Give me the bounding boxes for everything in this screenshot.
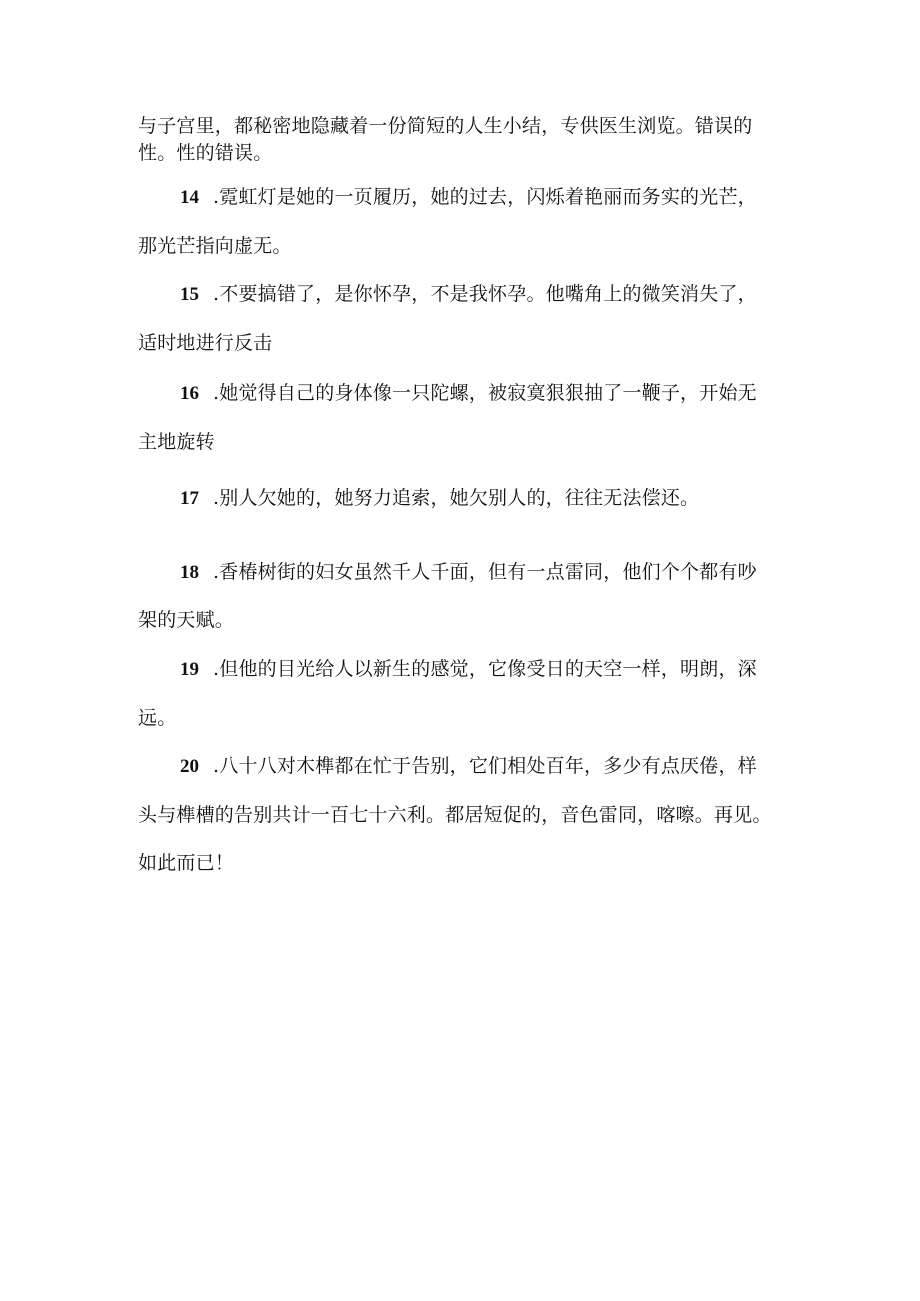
paragraph-text: .不要搞错了，是你怀孕，不是我怀孕。他嘴角上的微笑消失了， bbox=[213, 283, 757, 305]
numbered-paragraph-first-line bbox=[180, 560, 840, 585]
paragraph-line: 主地旋转 bbox=[138, 431, 215, 453]
paragraph-line: 适时地进行反击 bbox=[138, 332, 273, 354]
paragraph-line: 头与榫槽的告别共计一百七十六利。都居短促的，音色雷同，喀嚓。再见。 bbox=[138, 804, 772, 826]
paragraph-number: 16 bbox=[180, 383, 199, 404]
paragraph-number: 15 bbox=[180, 284, 199, 305]
paragraph-number: 19 bbox=[180, 659, 199, 680]
paragraph-number: 17 bbox=[180, 488, 199, 509]
paragraph-number: 18 bbox=[180, 562, 199, 583]
numbered-paragraph-first-line bbox=[180, 657, 840, 682]
paragraph-number: 14 bbox=[180, 187, 199, 208]
paragraph-text: .八十八对木榫都在忙于告别，它们相处百年，多少有点厌倦，样 bbox=[213, 755, 757, 777]
paragraph-text: .霓虹灯是她的一页履历，她的过去，闪烁着艳丽而务实的光芒， bbox=[213, 186, 757, 208]
paragraph-text: .香椿树街的妇女虽然千人千面，但有一点雷同，他们个个都有吵 bbox=[213, 561, 757, 583]
paragraph-text: .但他的目光给人以新生的感觉，它像受日的天空一样，明朗，深 bbox=[213, 658, 757, 680]
paragraph-line: 性。性的错误。 bbox=[138, 142, 273, 164]
paragraph-line: 那光芒指向虚无。 bbox=[138, 235, 292, 257]
paragraph-line: 架的天赋。 bbox=[138, 609, 235, 631]
numbered-paragraph-first-line bbox=[180, 754, 840, 779]
paragraph-line: 远。 bbox=[138, 707, 177, 729]
numbered-paragraph-first-line bbox=[180, 381, 840, 406]
paragraph-line: 如此而已！ bbox=[138, 852, 235, 874]
paragraph-number: 20 bbox=[180, 756, 199, 777]
paragraph-text: .她觉得自己的身体像一只陀螺，被寂寞狠狠抽了一鞭子，开始无 bbox=[213, 382, 757, 404]
paragraph-line: 与子宫里，都秘密地隐藏着一份简短的人生小结，专供医生浏览。错误的 bbox=[138, 115, 753, 137]
paragraph-text: .别人欠她的，她努力追索，她欠别人的，往往无法偿还。 bbox=[213, 487, 700, 509]
numbered-paragraph-first-line bbox=[180, 282, 840, 307]
numbered-paragraph-first-line bbox=[180, 185, 840, 210]
numbered-paragraph-first-line bbox=[180, 486, 840, 511]
